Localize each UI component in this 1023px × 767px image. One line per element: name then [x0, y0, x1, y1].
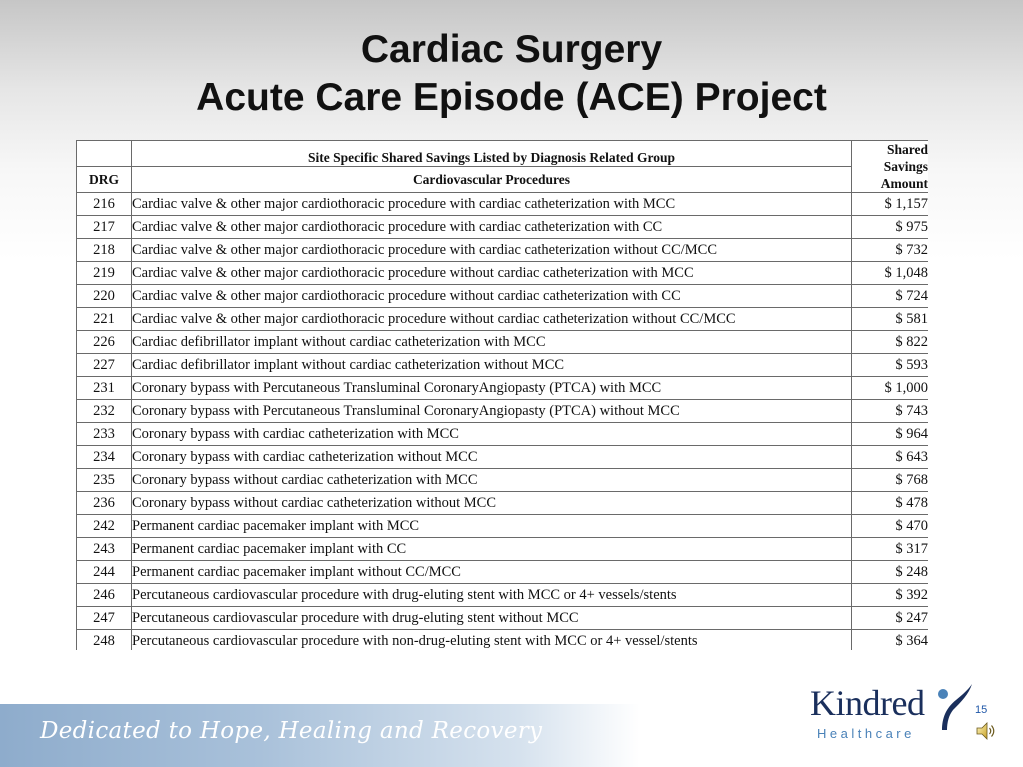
logo-subtitle: Healthcare	[817, 726, 915, 741]
person-figure-icon	[928, 682, 976, 732]
table-row	[77, 538, 929, 561]
drg-savings-table	[76, 140, 928, 650]
procedures-column-header: Cardiovascular Procedures	[132, 167, 852, 193]
table-row	[77, 607, 929, 630]
drg-code-cell: 217	[77, 216, 132, 239]
drg-code-cell: 244	[77, 561, 132, 584]
drg-code-cell: 234	[77, 446, 132, 469]
table-row	[77, 584, 929, 607]
drg-code-cell: 242	[77, 515, 132, 538]
savings-amount-cell: $ 392	[852, 584, 929, 607]
savings-amount-cell: $ 248	[852, 561, 929, 584]
procedure-description-cell: Coronary bypass with cardiac catheterization without MCC	[132, 446, 852, 469]
table-row	[77, 354, 929, 377]
procedure-description-cell: Coronary bypass without cardiac catheterization without MCC	[132, 492, 852, 515]
procedure-description-cell: Cardiac valve & other major cardiothoracic procedure with cardiac catheterization without CC/MCC	[132, 239, 852, 262]
table-header-row-1	[77, 141, 929, 167]
slide-title-line2: Acute Care Episode (ACE) Project	[196, 76, 827, 119]
savings-amount-cell: $ 317	[852, 538, 929, 561]
drg-code-cell: 219	[77, 262, 132, 285]
procedure-description-cell: Cardiac valve & other major cardiothoracic procedure with cardiac catheterization with MCC	[132, 193, 852, 216]
drg-code-cell: 218	[77, 239, 132, 262]
procedure-description-cell: Cardiac defibrillator implant without cardiac catheterization with MCC	[132, 331, 852, 354]
savings-amount-cell: $ 1,000	[852, 377, 929, 400]
savings-amount-cell: $ 478	[852, 492, 929, 515]
table-row	[77, 308, 929, 331]
logo-wordmark: Kindred	[810, 683, 925, 723]
drg-code-cell: 227	[77, 354, 132, 377]
table-row	[77, 331, 929, 354]
table-title: Site Specific Shared Savings Listed by Diagnosis Related Group	[132, 141, 852, 167]
drg-table-container	[76, 140, 928, 650]
table-header-row-2	[77, 167, 929, 193]
table-row	[77, 630, 929, 651]
savings-amount-cell: $ 1,157	[852, 193, 929, 216]
drg-code-cell: 216	[77, 193, 132, 216]
drg-code-cell: 247	[77, 607, 132, 630]
procedure-description-cell: Cardiac valve & other major cardiothoracic procedure without cardiac catheterization without CC/MCC	[132, 308, 852, 331]
table-row	[77, 285, 929, 308]
procedure-description-cell: Cardiac valve & other major cardiothoracic procedure without cardiac catheterization with CC	[132, 285, 852, 308]
procedure-description-cell: Percutaneous cardiovascular procedure with drug-eluting stent with MCC or 4+ vessels/stents	[132, 584, 852, 607]
kindred-logo	[810, 682, 980, 746]
footer-tagline: Dedicated to Hope, Healing and Recovery	[40, 718, 543, 744]
procedure-description-cell: Permanent cardiac pacemaker implant with CC	[132, 538, 852, 561]
table-row	[77, 377, 929, 400]
savings-amount-cell: $ 743	[852, 400, 929, 423]
table-row	[77, 561, 929, 584]
procedure-description-cell: Percutaneous cardiovascular procedure with drug-eluting stent without MCC	[132, 607, 852, 630]
procedure-description-cell: Percutaneous cardiovascular procedure with non-drug-eluting stent with MCC or 4+ vessel/stents	[132, 630, 852, 651]
procedure-description-cell: Coronary bypass with cardiac catheterization with MCC	[132, 423, 852, 446]
page-number: 15	[975, 704, 988, 716]
procedure-description-cell: Cardiac valve & other major cardiothoracic procedure without cardiac catheterization with MCC	[132, 262, 852, 285]
table-row	[77, 446, 929, 469]
drg-code-cell: 232	[77, 400, 132, 423]
drg-code-cell: 246	[77, 584, 132, 607]
amount-column-header	[852, 141, 929, 193]
savings-amount-cell: $ 364	[852, 630, 929, 651]
procedure-description-cell: Permanent cardiac pacemaker implant without CC/MCC	[132, 561, 852, 584]
procedure-description-cell: Coronary bypass without cardiac catheterization with MCC	[132, 469, 852, 492]
savings-amount-cell: $ 975	[852, 216, 929, 239]
savings-amount-cell: $ 724	[852, 285, 929, 308]
savings-amount-cell: $ 1,048	[852, 262, 929, 285]
speaker-icon[interactable]	[975, 720, 997, 742]
procedure-description-cell: Coronary bypass with Percutaneous Transluminal CoronaryAngiopasty (PTCA) without MCC	[132, 400, 852, 423]
drg-code-cell: 248	[77, 630, 132, 651]
amount-header-line1: Shared	[886, 142, 928, 157]
table-row	[77, 216, 929, 239]
savings-amount-cell: $ 732	[852, 239, 929, 262]
table-row	[77, 492, 929, 515]
header-empty-cell	[77, 141, 132, 167]
savings-amount-cell: $ 964	[852, 423, 929, 446]
savings-amount-cell: $ 581	[852, 308, 929, 331]
drg-code-cell: 226	[77, 331, 132, 354]
savings-amount-cell: $ 822	[852, 331, 929, 354]
drg-code-cell: 236	[77, 492, 132, 515]
table-row	[77, 423, 929, 446]
savings-amount-cell: $ 768	[852, 469, 929, 492]
drg-code-cell: 231	[77, 377, 132, 400]
amount-header-line3: Amount	[880, 176, 928, 191]
savings-amount-cell: $ 643	[852, 446, 929, 469]
drg-code-cell: 221	[77, 308, 132, 331]
table-row	[77, 193, 929, 216]
table-row	[77, 239, 929, 262]
table-row	[77, 262, 929, 285]
slide-title	[0, 26, 1023, 122]
amount-header-line2: Savings	[883, 159, 928, 174]
table-row	[77, 515, 929, 538]
drg-code-cell: 235	[77, 469, 132, 492]
savings-amount-cell: $ 247	[852, 607, 929, 630]
table-row	[77, 400, 929, 423]
table-row	[77, 469, 929, 492]
slide-title-line1: Cardiac Surgery	[360, 28, 663, 71]
procedure-description-cell: Permanent cardiac pacemaker implant with MCC	[132, 515, 852, 538]
drg-code-cell: 233	[77, 423, 132, 446]
procedure-description-cell: Cardiac defibrillator implant without cardiac catheterization without MCC	[132, 354, 852, 377]
table-body	[77, 193, 929, 651]
savings-amount-cell: $ 470	[852, 515, 929, 538]
procedure-description-cell: Coronary bypass with Percutaneous Transluminal CoronaryAngiopasty (PTCA) with MCC	[132, 377, 852, 400]
savings-amount-cell: $ 593	[852, 354, 929, 377]
drg-code-cell: 243	[77, 538, 132, 561]
drg-column-header: DRG	[77, 167, 132, 193]
procedure-description-cell: Cardiac valve & other major cardiothoracic procedure with cardiac catheterization with CC	[132, 216, 852, 239]
drg-code-cell: 220	[77, 285, 132, 308]
